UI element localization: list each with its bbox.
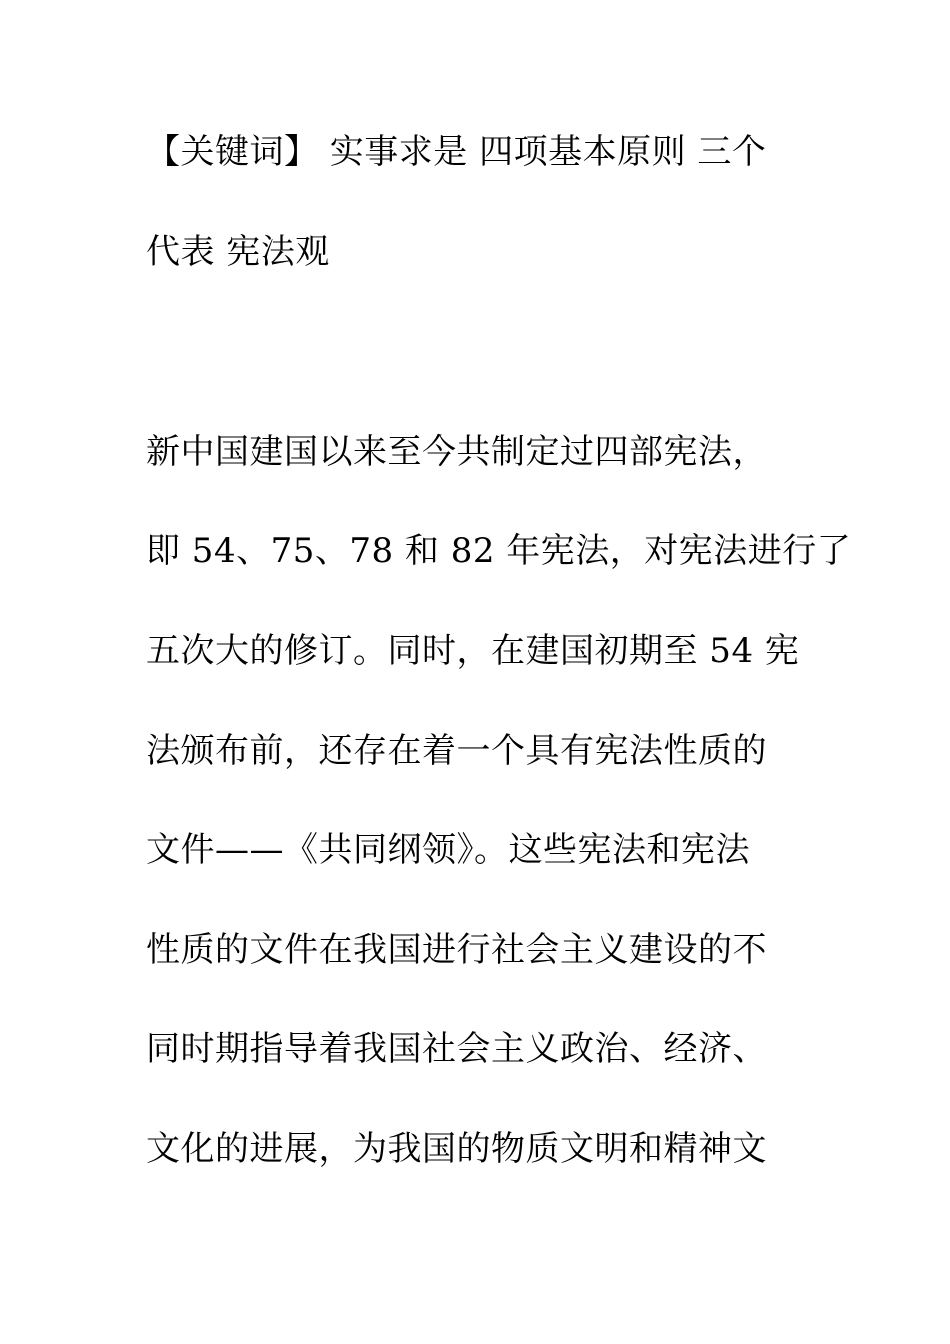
paragraph-line-5: 文件——《共同纲领》。这些宪法和宪法 [146,830,750,870]
paragraph-line-3: 五次大的修订。同时，在建国初期至 54 宪 [146,631,800,671]
paragraph-line-1: 新中国建国以来至今共制定过四部宪法， [146,432,767,472]
paragraph-line-2: 即 54、75、78 和 82 年宪法，对宪法进行了 [146,531,852,571]
keywords-line-1: 【关键词】 实事求是 四项基本原则 三个 [146,132,767,172]
paragraph-line-6: 性质的文件在我国进行社会主义建设的不 [146,930,767,970]
paragraph-line-7: 同时期指导着我国社会主义政治、经济、 [146,1029,767,1069]
paragraph-line-4: 法颁布前，还存在着一个具有宪法性质的 [146,731,767,771]
paragraph-line-8: 文化的进展，为我国的物质文明和精神文 [146,1129,767,1169]
keywords-line-2: 代表 宪法观 [146,232,330,272]
